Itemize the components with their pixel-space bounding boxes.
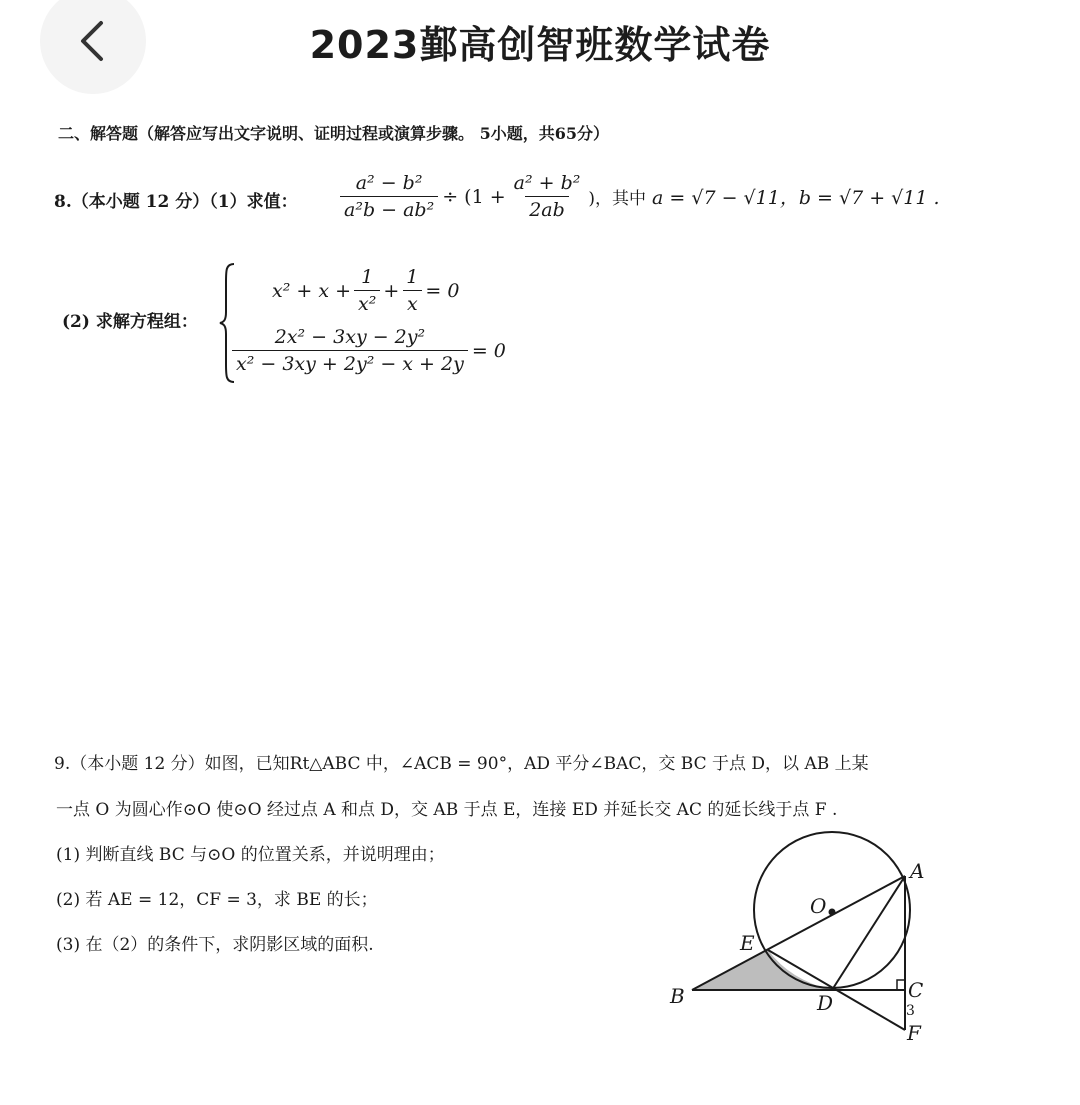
- eq1-plus: +: [383, 279, 400, 302]
- eq1-fraction-2: [402, 266, 422, 315]
- q8-close-paren: )，其中: [588, 189, 647, 209]
- q8-frac2-numerator: a² + b²: [513, 172, 581, 194]
- label-c: C: [908, 978, 924, 1002]
- q8-condition: a = √7 − √11，b = √7 + √11 .: [652, 187, 940, 209]
- q9-line-1: 9.（本小题 12 分）如图，已知Rt△ABC 中，∠ACB = 90°，AD 平分∠BAC，交 BC 于点 D，以 AB 上某: [54, 754, 869, 774]
- eq2-right: = 0: [471, 339, 506, 362]
- section-heading: 二、解答题（解答应写出文字说明、证明过程或演算步骤。 5小题，共65分）: [58, 124, 609, 143]
- label-o: O: [810, 894, 827, 918]
- shaded-region: [692, 950, 832, 990]
- segment-ba: [692, 876, 905, 990]
- q9-part-2: (2) 若 AE = 12，CF = 3，求 BE 的长；: [56, 890, 378, 910]
- label-f: F: [907, 1021, 921, 1045]
- eq1-frac2-den: x: [403, 290, 422, 315]
- eq1-frac1-den: x²: [354, 290, 380, 315]
- label-b: B: [670, 984, 685, 1008]
- label-a: A: [910, 859, 925, 883]
- q8-equation-2: [232, 326, 506, 375]
- header-bar: [0, 0, 1080, 90]
- eq2-fraction: [232, 326, 468, 375]
- eq2-denominator: x² − 3xy + 2y² − x + 2y: [232, 350, 468, 375]
- eq1-right: = 0: [425, 279, 460, 302]
- eq1-fraction-1: [354, 266, 380, 315]
- q8-divide-op: ÷ (1 +: [442, 185, 506, 208]
- label-three: 3: [906, 1003, 915, 1019]
- q8-part2-label: (2) 求解方程组：: [62, 312, 198, 332]
- q8-fraction-1: [340, 172, 438, 221]
- q8-frac2-denominator: 2ab: [525, 196, 569, 221]
- geometry-figure: [660, 830, 940, 1050]
- right-angle-mark: [897, 980, 905, 990]
- q9-part-3: (3) 在（2）的条件下，求阴影区域的面积.: [56, 935, 374, 955]
- q8-expression: [340, 172, 940, 221]
- q8-header: 8.（本小题 12 分）（1）求值：: [54, 192, 298, 212]
- q9-part-1: (1) 判断直线 BC 与⊙O 的位置关系，并说明理由；: [56, 845, 445, 865]
- q8-fraction-2: [510, 172, 585, 221]
- q8-frac1-denominator: a²b − ab²: [340, 196, 438, 221]
- label-d: D: [817, 991, 834, 1015]
- center-dot: [829, 909, 836, 916]
- q9-line-2: 一点 O 为圆心作⊙O 使⊙O 经过点 A 和点 D，交 AB 于点 E，连接 ED 并延长交 AC 的延长线于点 F .: [56, 800, 838, 820]
- eq1-frac1-num: 1: [361, 266, 374, 288]
- eq2-numerator: 2x² − 3xy − 2y²: [274, 326, 426, 348]
- q8-frac1-numerator: a² − b²: [355, 172, 423, 194]
- segment-ad: [832, 876, 905, 990]
- eq1-left: x² + x +: [272, 279, 352, 302]
- eq1-frac2-num: 1: [406, 266, 419, 288]
- label-e: E: [740, 931, 755, 955]
- page-title: 2023鄞高创智班数学试卷: [309, 23, 771, 67]
- q8-equation-1: [272, 266, 459, 315]
